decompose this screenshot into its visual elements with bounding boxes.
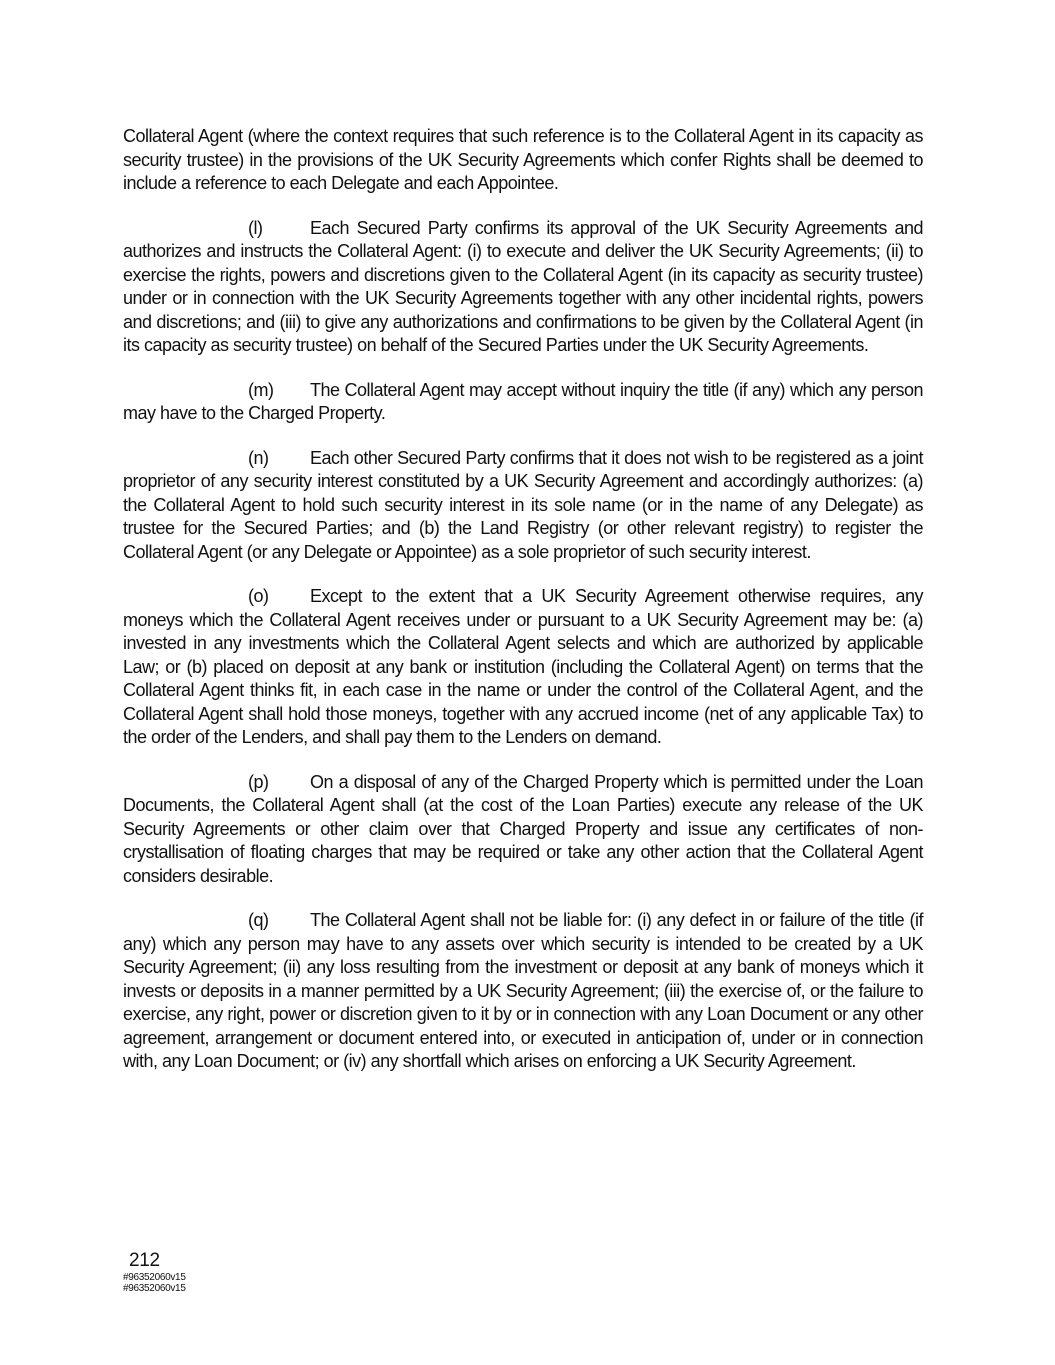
section-o-paragraph <box>123 585 923 750</box>
section-p-label: (p) <box>248 771 269 792</box>
section-n-paragraph <box>123 447 923 565</box>
section-l-label: (l) <box>248 217 263 238</box>
intro-paragraph: Collateral Agent (where the context requires that such reference is to the Collateral Agent in its capacity as security trustee) in the provisions of the UK Security Agreements which confer Rights shall be deemed to include a reference to each Delegate and each Appointee. <box>123 126 923 193</box>
section-o-text: Except to the extent that a UK Security Agreement otherwise requires, any moneys which the Collateral Agent receives under or pursuant to a UK Security Agreement may be: (a) invested in any investments which the Collateral Agent selects and which are authorized by applicable Law; or (b) placed on deposit at any bank or institution (including the Collateral Agent) on terms that the Collateral Agent thinks fit, in each case in the name or under the control of the Collateral Agent, and the Collateral Agent shall hold those moneys, together with any accrued income (net of any applicable Tax) to the order of the Lenders, and shall pay them to the Lenders on demand. <box>123 586 923 747</box>
document-id: #96352060v15 <box>123 1283 186 1294</box>
section-n-label: (n) <box>248 447 269 468</box>
section-p-text: On a disposal of any of the Charged Property which is permitted under the Loan Documents, the Collateral Agent shall (at the cost of the Loan Parties) execute any release of the UK Security Agreements or other claim over that Charged Property and issue any certificates of non-crystallisation of floating charges that may be required or take any other action that the Collateral Agent considers desirable. <box>123 771 923 886</box>
section-p-paragraph <box>123 771 923 889</box>
section-l-paragraph <box>123 217 923 358</box>
section-n-text: Each other Secured Party confirms that it does not wish to be registered as a joint proprietor of any security interest constituted by a UK Security Agreement and accordingly authorizes: (a) the Collateral Agent to hold such security interest in its sole name (or in the name of any Delegate) as trustee for the Secured Parties; and (b) the Land Registry (or other relevant registry) to register the Collateral Agent (or any Delegate or Appointee) as a sole proprietor of such security interest. <box>123 447 923 562</box>
page-footer <box>123 1250 186 1294</box>
section-m-text: The Collateral Agent may accept without inquiry the title (if any) which any person may have to the Charged Property. <box>123 379 923 423</box>
document-id: #96352060v15 <box>123 1272 186 1283</box>
section-q-label: (q) <box>248 910 269 930</box>
section-q-paragraph <box>123 909 923 1074</box>
document-body <box>123 125 923 1095</box>
section-l-text: Each Secured Party confirms its approval of the UK Security Agreements and authorizes and instructs the Collateral Agent: (i) to execute and deliver the UK Security Agreements; (ii) to exercise the rights, powers and discretions given to the Collateral Agent (in its capacity as security trustee) under or in connection with the UK Security Agreements together with any other incidental rights, powers and discretions; and (iii) to give any authorizations and confirmations to be given by the Collateral Agent (in its capacity as security trustee) on behalf of the Secured Parties under the UK Security Agreements. <box>123 217 923 355</box>
section-o-label: (o) <box>248 586 269 606</box>
section-m-paragraph <box>123 379 923 426</box>
section-q-text: The Collateral Agent shall not be liable for: (i) any defect in or failure of the title (if any) which any person may have to any assets over which security is intended to be created by a UK Security Agreement; (ii) any loss resulting from the investment or deposit at any bank of moneys which it invests or deposits in a manner permitted by a UK Security Agreement; (iii) the exercise of, or the failure to exercise, any right, power or discretion given to it by or in connection with any Loan Document or any other agreement, arrangement or document entered into, or executed in anticipation of, under or in connection with, any Loan Document; or (iv) any shortfall which arises on enforcing a UK Security Agreement. <box>123 910 923 1071</box>
section-m-label: (m) <box>248 379 274 400</box>
page-number: 212 <box>129 1250 160 1271</box>
